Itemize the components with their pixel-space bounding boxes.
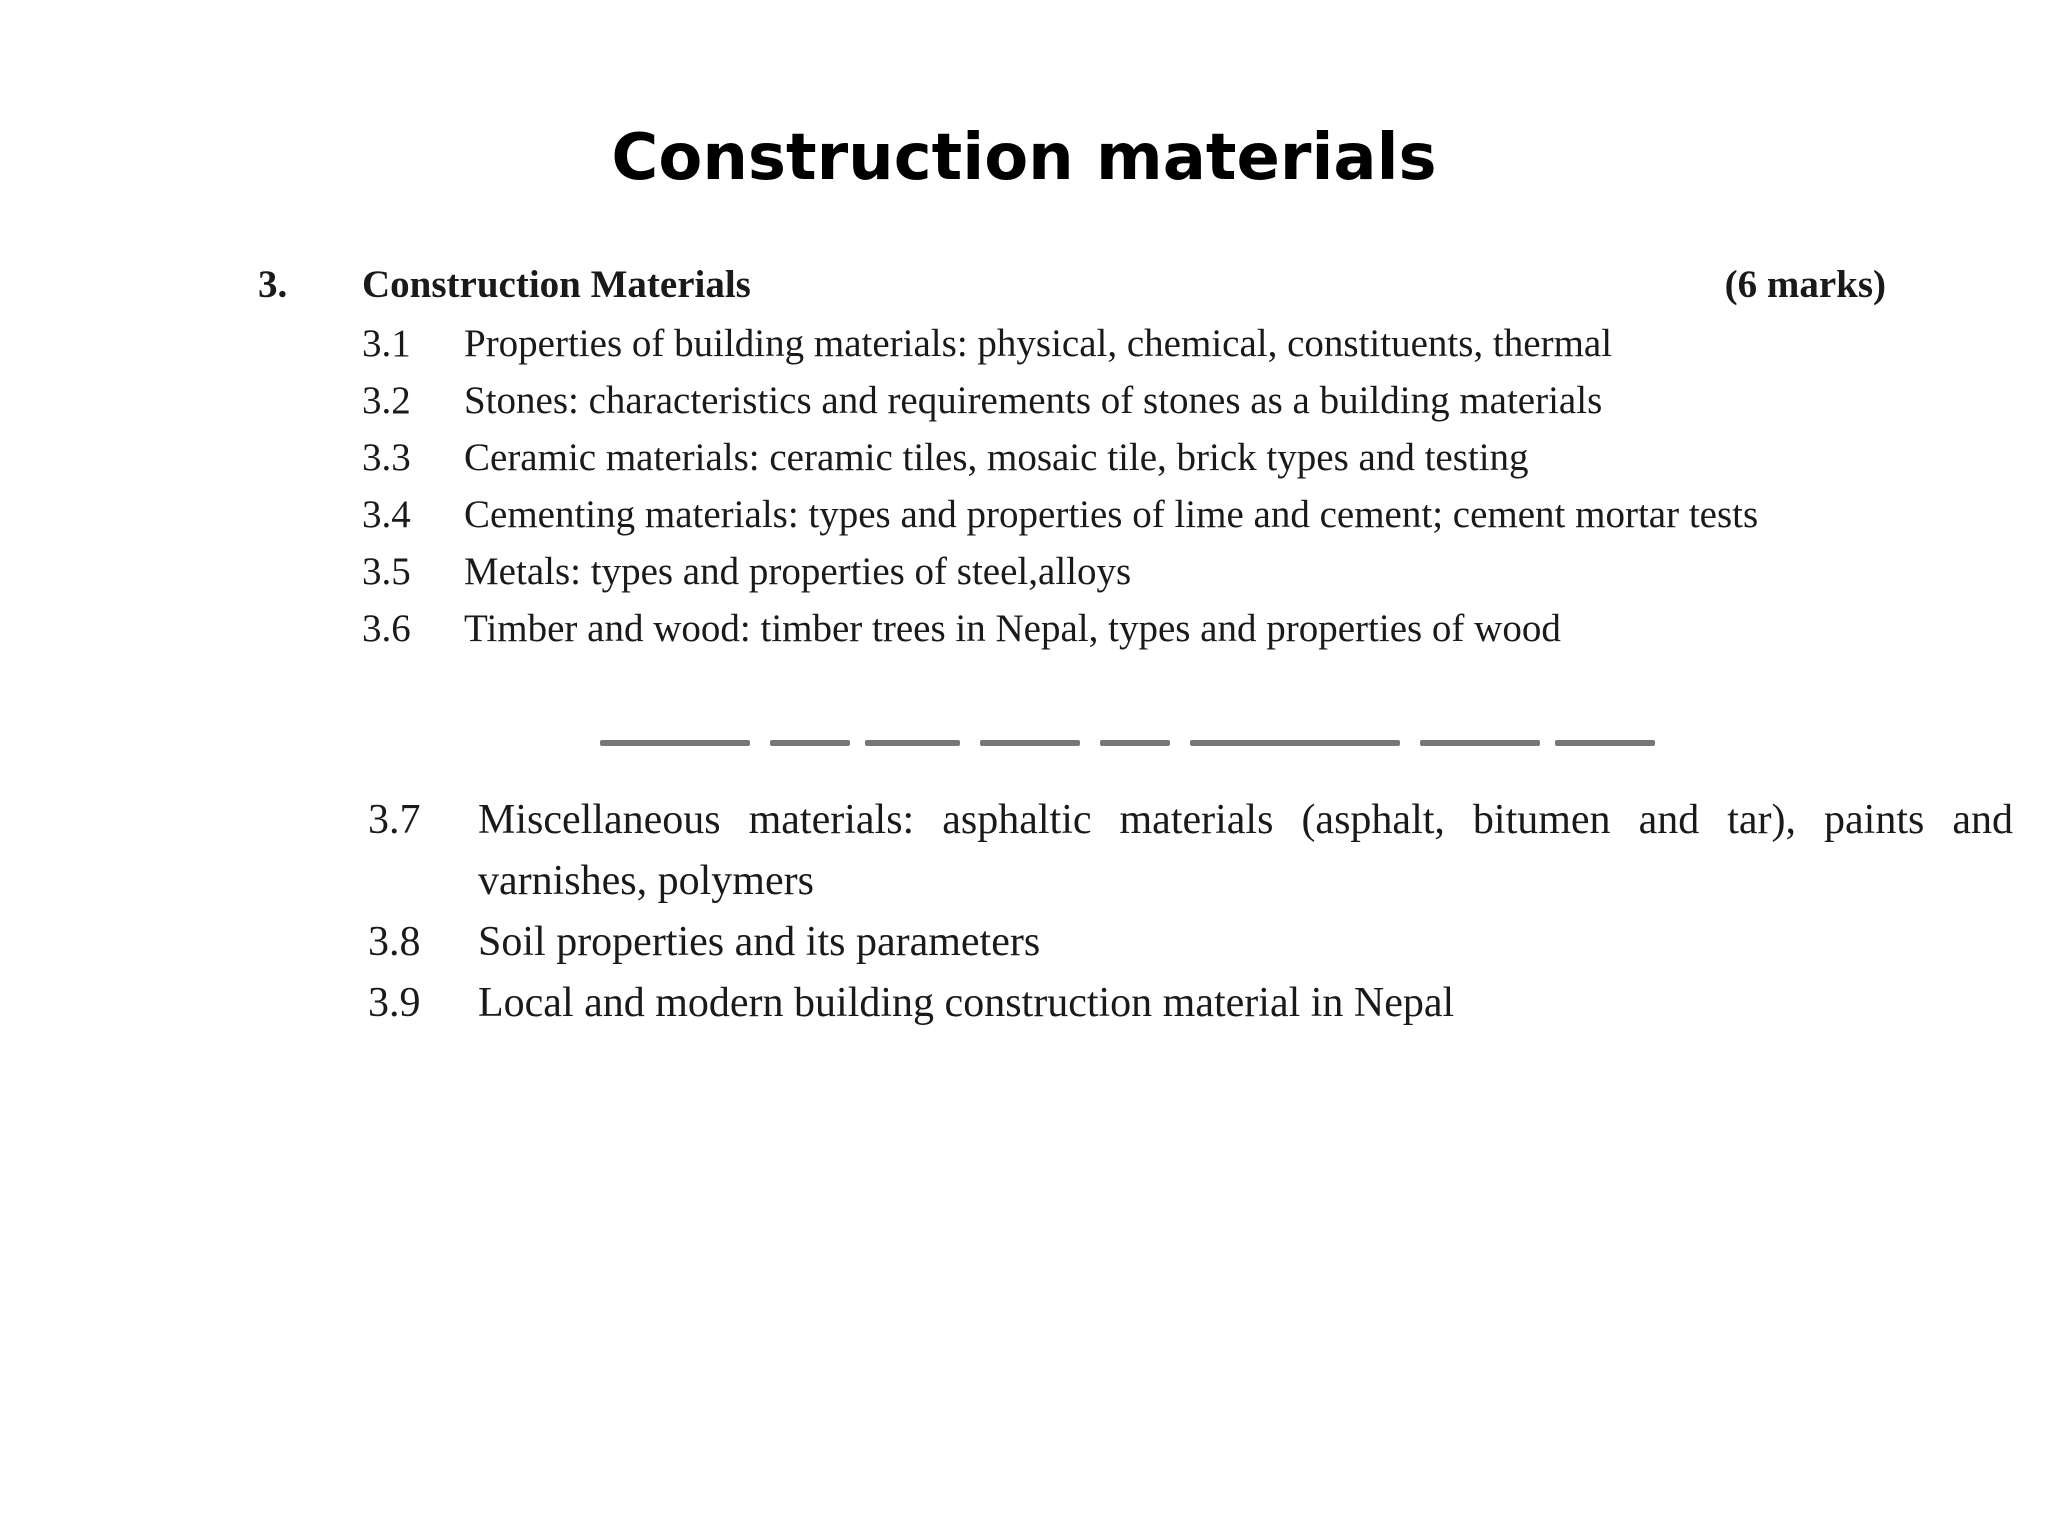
section-number: 3. bbox=[258, 263, 288, 306]
list-item bbox=[368, 973, 2028, 1034]
item-number: 3.7 bbox=[368, 797, 421, 843]
item-text: Metals: types and properties of steel,alloys bbox=[464, 550, 1132, 593]
section-header bbox=[258, 255, 1898, 315]
item-number: 3.8 bbox=[368, 919, 421, 965]
item-text: Ceramic materials: ceramic tiles, mosaic tile, brick types and testing bbox=[464, 436, 1529, 479]
item-number: 3.5 bbox=[362, 550, 411, 593]
item-number: 3.6 bbox=[362, 607, 411, 650]
syllabus-excerpt-top bbox=[258, 255, 1898, 657]
list-item bbox=[258, 600, 1898, 657]
slide-title: Construction materials bbox=[611, 121, 1437, 195]
list-item bbox=[258, 429, 1898, 486]
section-marks: (6 marks) bbox=[1724, 263, 1886, 306]
list-item bbox=[258, 315, 1898, 372]
item-number: 3.2 bbox=[362, 379, 411, 422]
list-item bbox=[258, 372, 1898, 429]
item-text: Cementing materials: types and properties of lime and cement; cement mortar tests bbox=[464, 493, 1759, 536]
section-title: Construction Materials bbox=[362, 263, 751, 306]
syllabus-excerpt-bottom bbox=[368, 790, 2028, 1034]
item-text: Properties of building materials: physical, chemical, constituents, thermal bbox=[464, 322, 1613, 365]
item-text: Miscellaneous materials: asphaltic materials (asphalt, bitumen and tar), paints and varnishes, polymers bbox=[478, 797, 2013, 904]
item-text: Soil properties and its parameters bbox=[478, 919, 1041, 965]
item-text: Local and modern building construction material in Nepal bbox=[478, 980, 1455, 1026]
list-item bbox=[258, 486, 1898, 543]
item-number: 3.3 bbox=[362, 436, 411, 479]
cropped-text-fragment bbox=[600, 738, 1655, 748]
item-text: Stones: characteristics and requirements of stones as a building materials bbox=[464, 379, 1603, 422]
list-item bbox=[258, 543, 1898, 600]
item-number: 3.9 bbox=[368, 980, 421, 1026]
item-number: 3.1 bbox=[362, 322, 411, 365]
list-item bbox=[368, 912, 2028, 973]
item-text: Timber and wood: timber trees in Nepal, types and properties of wood bbox=[464, 607, 1561, 650]
item-number: 3.4 bbox=[362, 493, 411, 536]
list-item bbox=[368, 790, 2028, 912]
